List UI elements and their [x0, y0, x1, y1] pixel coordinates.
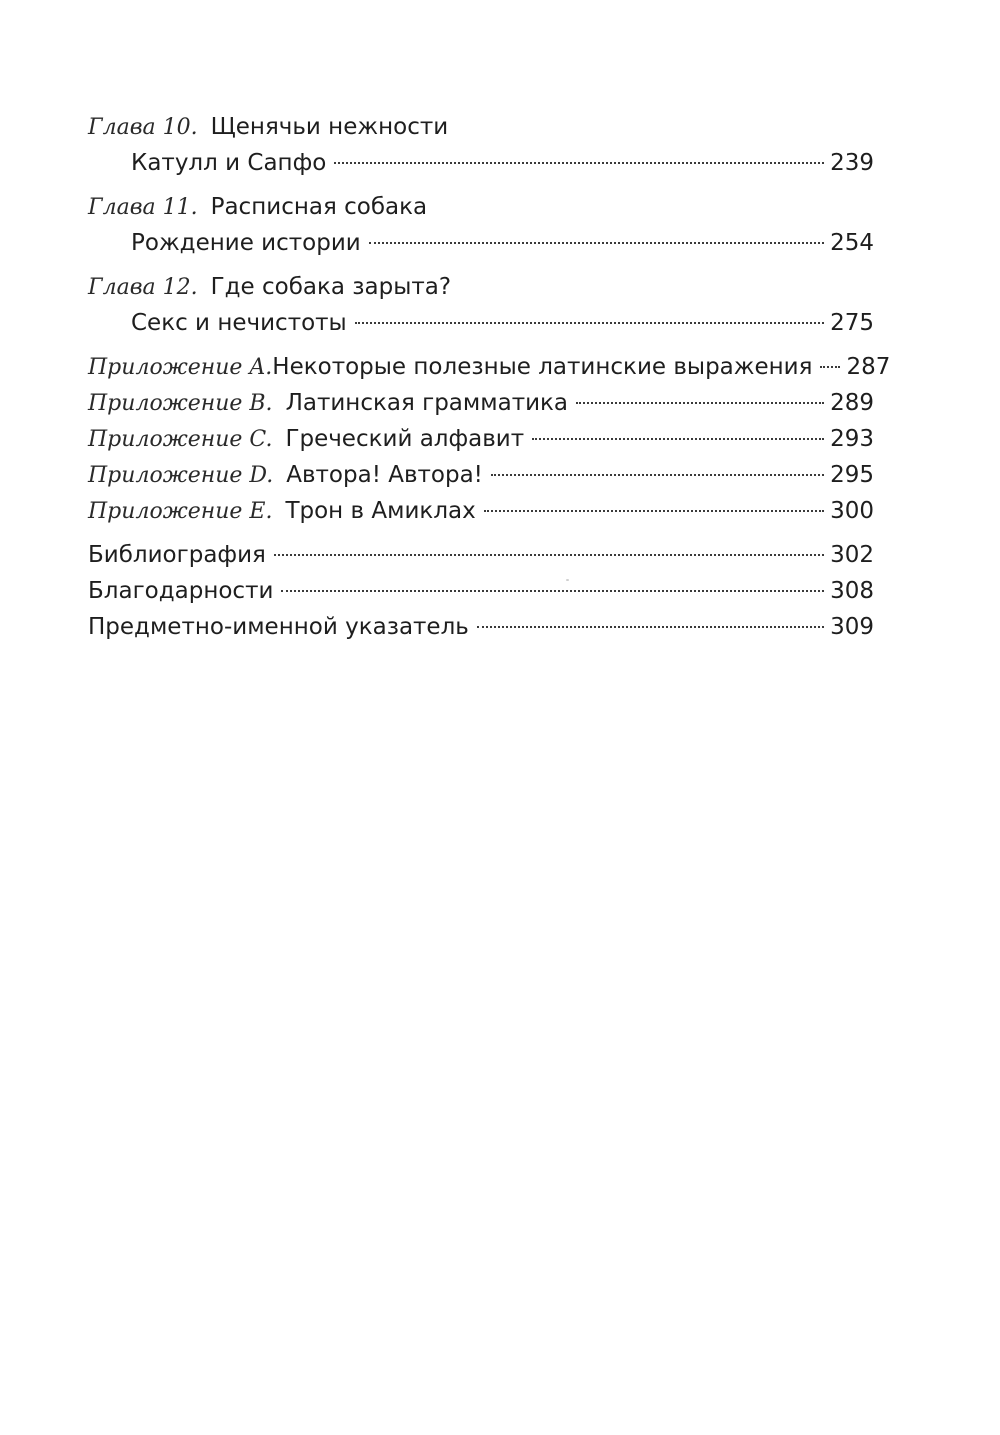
page-number: 289: [830, 390, 874, 416]
toc-chapter-heading: [88, 109, 874, 145]
toc-entry[interactable]: [88, 385, 874, 421]
page-number: 295: [830, 462, 874, 488]
dot-leader: [355, 322, 824, 324]
page-number: 293: [830, 426, 874, 452]
appendix-label: Приложение D.: [88, 463, 274, 488]
paper-speck: [566, 579, 569, 581]
appendix-label: Приложение B.: [88, 391, 273, 416]
dot-leader: [334, 162, 824, 164]
appendix-title: Некоторые полезные латинские выражения: [272, 354, 813, 380]
toc-entry[interactable]: [88, 145, 874, 181]
table-of-contents: [88, 109, 891, 645]
dot-leader: [491, 474, 824, 476]
dot-leader: [576, 402, 824, 404]
appendix-label: Приложение E.: [88, 499, 273, 524]
toc-entry[interactable]: [88, 537, 874, 573]
dot-leader: [274, 554, 824, 556]
page-number: 309: [830, 614, 874, 640]
dot-leader: [484, 510, 824, 512]
page-number: 308: [830, 578, 874, 604]
chapter-subtitle: Рождение истории: [131, 230, 361, 256]
appendix-title: Трон в Амиклах: [285, 498, 476, 524]
toc-entry[interactable]: [88, 493, 874, 529]
chapter-title: Щенячьи нежности: [210, 114, 449, 140]
dot-leader: [532, 438, 824, 440]
toc-entry[interactable]: [88, 573, 874, 609]
appendix-title: Автора! Автора!: [286, 462, 483, 488]
toc-entry[interactable]: [88, 609, 874, 645]
toc-chapter-heading: [88, 189, 874, 225]
page-number: 287: [846, 354, 891, 380]
toc-entry[interactable]: [88, 305, 874, 341]
dot-leader: [281, 590, 824, 592]
chapter-label: Глава 10.: [88, 115, 198, 140]
chapter-title: Где собака зарыта?: [210, 274, 452, 300]
toc-entry[interactable]: [88, 457, 874, 493]
back-matter-title: Библиография: [88, 542, 266, 568]
toc-chapter-heading: [88, 269, 874, 305]
chapter-subtitle: Катулл и Сапфо: [131, 150, 327, 176]
back-matter-title: Благодарности: [88, 578, 274, 604]
page-number: 302: [830, 542, 874, 568]
toc-entry[interactable]: [88, 225, 874, 261]
page-number: 239: [830, 150, 874, 176]
page-number: 254: [830, 230, 874, 256]
page-number: 300: [830, 498, 874, 524]
back-matter-title: Предметно-именной указатель: [88, 614, 469, 640]
appendix-title: Греческий алфавит: [285, 426, 525, 452]
dot-leader: [369, 242, 824, 244]
dot-leader: [820, 366, 840, 368]
chapter-title: Расписная собака: [210, 194, 428, 220]
chapter-label: Глава 12.: [88, 275, 198, 300]
dot-leader: [477, 626, 824, 628]
appendix-label: Приложение C.: [88, 427, 273, 452]
page-number: 275: [830, 310, 874, 336]
appendix-title: Латинская грамматика: [285, 390, 569, 416]
chapter-label: Глава 11.: [88, 195, 198, 220]
chapter-subtitle: Секс и нечистоты: [131, 310, 347, 336]
toc-entry[interactable]: [88, 349, 891, 385]
toc-entry[interactable]: [88, 421, 874, 457]
appendix-label: Приложение A.: [88, 355, 273, 380]
